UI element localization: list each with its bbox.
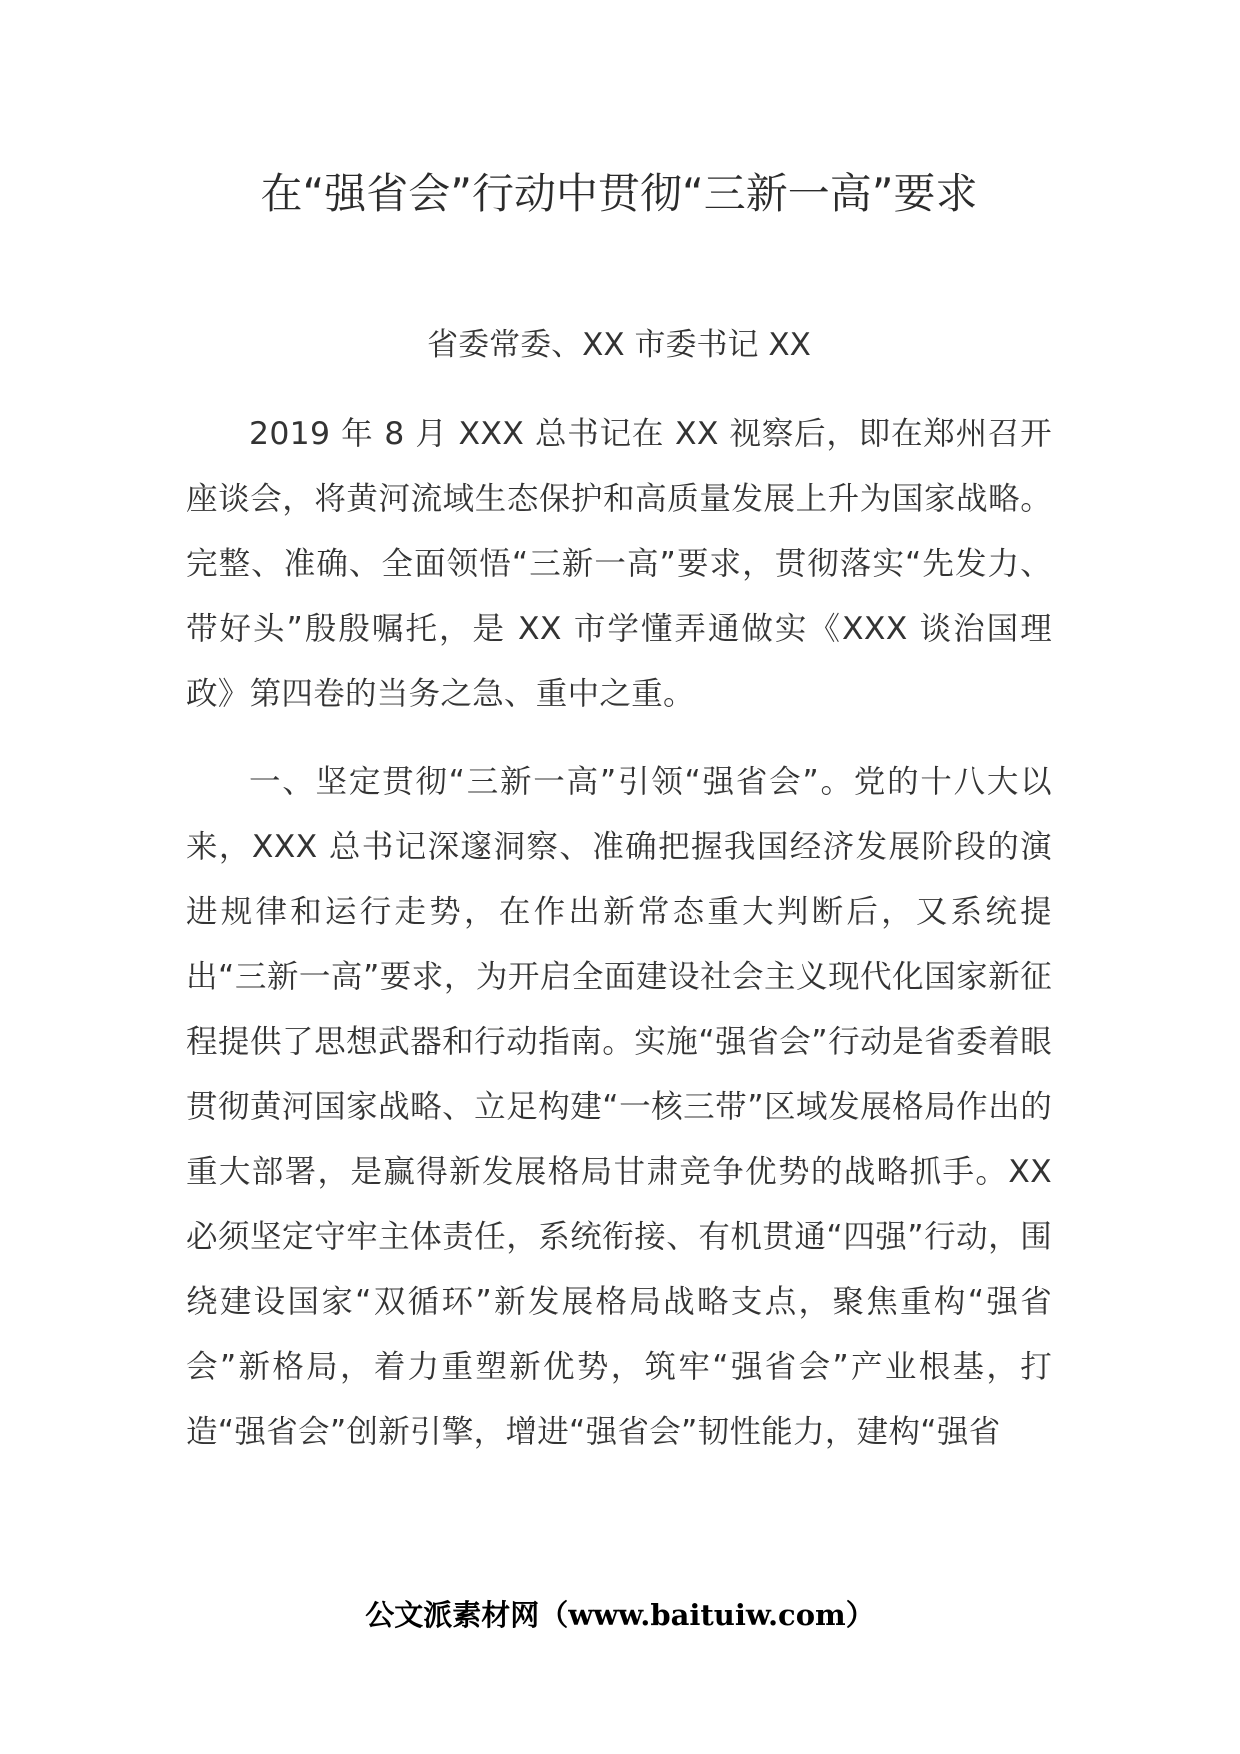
- document-title: 在“强省会”行动中贯彻“三新一高”要求: [260, 169, 978, 218]
- body-paragraph: 一、坚定贯彻“三新一高”引领“强省会”。党的十八大以来，XXX 总书记深邃洞察、准确把握我国经济发展阶段的演进规律和运行走势，在作出新常态重大判断后，又系统提出“三新一高”要求，为开启全面建设社会主义现代化国家新征程提供了思想武器和行动指南。实施“强省会”行动是省委着眼贯彻黄河国家战略、立足构建“一核三带”区域发展格局作出的重大部署，是赢得新发展格局甘肃竞争优势的战略抓手。XX 必须坚定守牢主体责任，系统衔接、有机贯通“四强”行动，围绕建设国家“双循环”新发展格局战略支点，聚焦重构“强省会”新格局，着力重塑新优势，筑牢“强省会”产业根基，打造“强省会”创新引擎，增进“强省会”韧性能力，建构“强省: [186, 764, 1052, 1450]
- footer-watermark: 公文派素材网（www.baituiw.com）: [365, 1598, 875, 1632]
- body-paragraph: 2019 年 8 月 XXX 总书记在 XX 视察后，即在郑州召开座谈会，将黄河流域生态保护和高质量发展上升为国家战略。完整、准确、全面领悟“三新一高”要求，贯彻落实“先发力、带好头”殷殷嘱托，是 XX 市学懂弄通做实《XXX 谈治国理政》第四卷的当务之急、重中之重。: [186, 416, 1052, 712]
- document-author: 省委常委、XX 市委书记 XX: [427, 327, 811, 363]
